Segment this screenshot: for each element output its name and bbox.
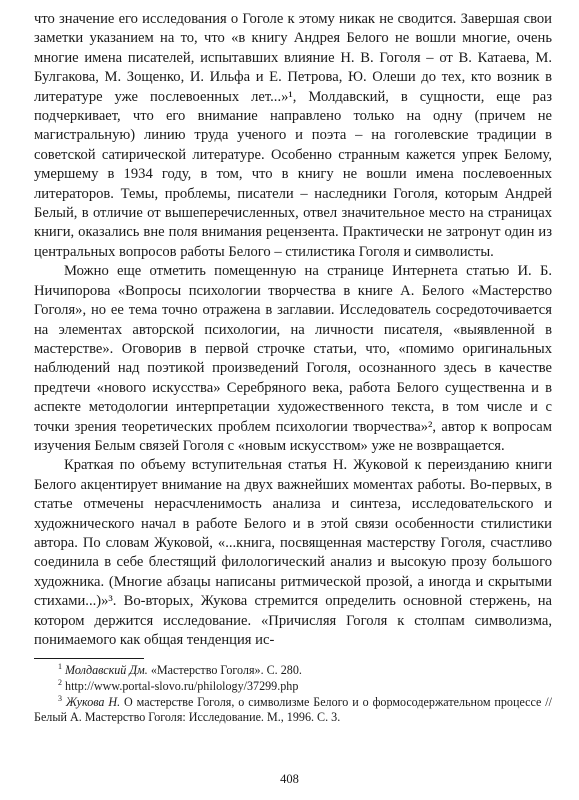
footnote-divider bbox=[34, 658, 144, 659]
paragraph-3: Краткая по объему вступительная статья Н. Жуковой к переизданию книги Белого акцентирует внимание на двух важнейших моментах работы. Во-первых, в статье отмечены нерасчленимость анализа и синтеза, исследовательского и художнического начал в работе Белого и в этой связи особенности стилистики автора. По словам Жуковой, «...книга, посвященная мастерству Гоголя, счастливо соединила в себе блестящий филологический анализ и высокую прозу большого художника. (Многие абзацы написаны ритмической прозой, а иногда и скрытыми стихами...)»³. Во-вторых, Жукова стремится определить основной стержень, на котором держится исследование. «Причисляя Гоголя к столпам символизма, понимаемого как общая тенденция ис- bbox=[34, 457, 552, 648]
footnote-mark: 2 bbox=[58, 677, 62, 687]
footnote-author: Молдавский Дм. bbox=[65, 663, 148, 678]
page-body bbox=[34, 10, 552, 726]
footnote-1 bbox=[34, 663, 552, 679]
footnote-text: «Мастерство Гоголя». С. 280. bbox=[147, 663, 302, 678]
page-number: 408 bbox=[280, 772, 299, 786]
footnote-2 bbox=[34, 679, 552, 695]
paragraph-2: Можно еще отметить помещенную на странице Интернета статью И. Б. Ничипорова «Вопросы психологии творчества в книге А. Белого «Мастерство Гоголя», но ее тема точно отражена в заглавии. Исследователь сосредоточивается на элементах авторской психологии, на личности писателя, «выявленной в мастерстве». Оговорив в первой строчке статьи, что, «помимо оригинальных наблюдений над поэтикой произведений Гоголя, осознанного здесь в качестве предтечи «нового искусства» Серебряного века, работа Белого существенна и в аспекте методологии интерпретации художественного текста, в том числе и с точки зрения теоретических проблем психологии творчества»², автор к вопросам изучения Белым связей Гоголя с «новым искусством» уже не возвращается. bbox=[34, 263, 552, 454]
paragraph-1: что значение его исследования о Гоголе к этому никак не сводится. Завершая свои заметки указанием на то, что «в книгу Андрея Белого не вошли многие, очень многие имена писателей, испытавших влияние Н. В. Гоголя – от В. Катаева, М. Булгакова, М. Зощенко, И. Ильфа и Е. Петрова, Ю. Олеши до тех, кто возник в литературе уже послевоенных лет...»¹, Молдавский, в сущности, еще раз подчеркивает, что его внимание направлено только на одну (причем не магистральную) линию труда ученого и поэта – на гоголевские традиции в советской сатирической литературе. Особенно странным кажется упрек Белому, умершему в 1934 году, в том, что в книгу не вошли имена послевоенных литераторов. Темы, проблемы, писатели – наследники Гоголя, которым Андрей Белый, в отличие от вышеперечисленных, отвел значительное место на страницах книги, оказались вне поля внимания рецензента. Практически не затронут один из центральных вопросов работы Белого – стилистика Гоголя и символисты. bbox=[34, 11, 552, 260]
footnote-3 bbox=[34, 695, 552, 726]
footnote-mark: 1 bbox=[58, 662, 62, 672]
footnote-author: Жукова Н. bbox=[65, 694, 121, 709]
footnote-mark: 3 bbox=[58, 693, 62, 703]
footnote-text: О мастерстве Гоголя, о символизме Белого и о формосодержательном процессе // Белый А. Мастерство Гоголя: Исследование. М., 1996. С. 3. bbox=[34, 694, 552, 725]
footnotes bbox=[34, 663, 552, 725]
footnote-text: http://www.portal-slovo.ru/philology/37299.php bbox=[62, 679, 299, 693]
